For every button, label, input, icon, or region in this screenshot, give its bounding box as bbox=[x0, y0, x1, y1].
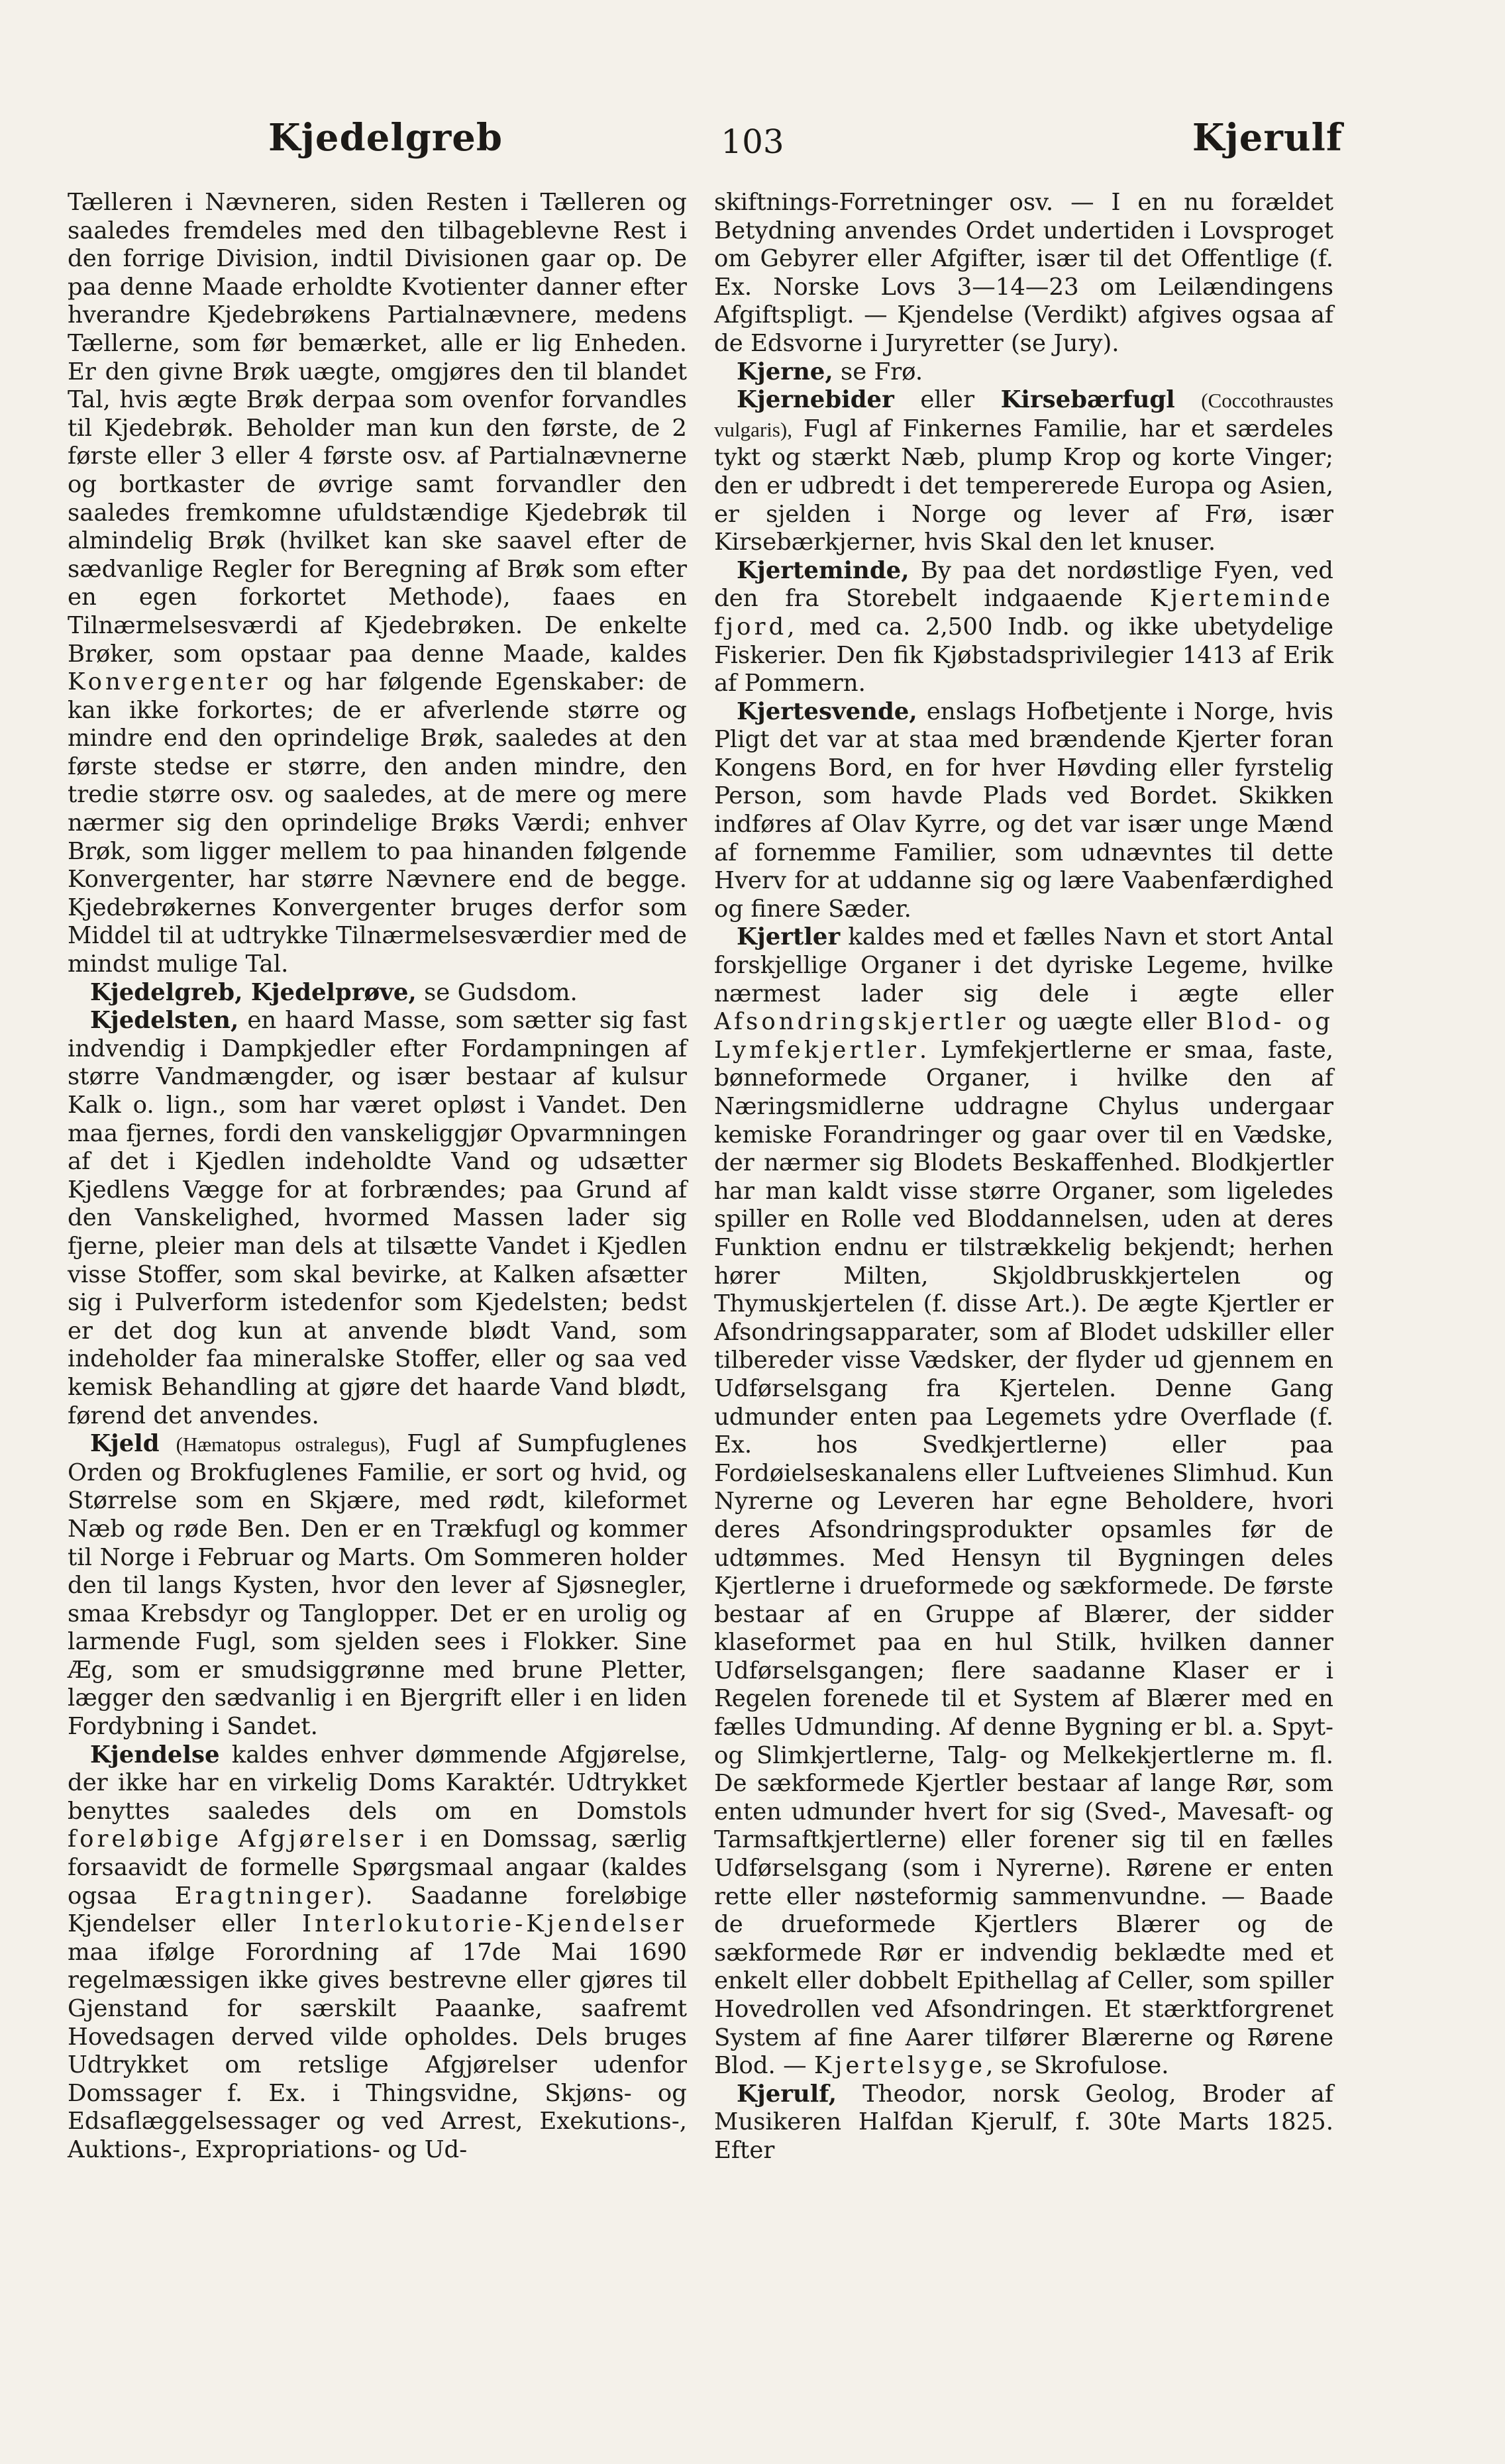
entry-headword: Kjeld bbox=[90, 1430, 160, 1458]
entry-continuation: skiftnings-Forretninger osv. — I en nu forældet Betydning anvendes Ordet undertiden i Lovsproget om Gebyrer eller Afgifter, især til det Offentlige (f. Ex. Norske Lovs 3—14—23 om Leilændingens Afgiftspligt. — Kjendelse (Verdikt) afgives ogsaa af de Edsvorne i Juryretter (se Jury). bbox=[714, 189, 1333, 357]
left-running-headword: Kjedelgreb bbox=[268, 116, 503, 160]
left-column bbox=[68, 189, 687, 2165]
right-column bbox=[714, 189, 1333, 2165]
entry-kjerne: Kjerne, se Frø. bbox=[737, 358, 923, 385]
entry-kjedelsten: Kjedelsten, en haard Masse, som sætter sig fast indvendig i Dampkjedler efter Fordampningen af større Vandmængder, og især bestaar af kulsur Kalk o. lign., som har været opløst i Vandet. Den maa fjernes, fordi den vanskeliggjør Opvarmningen af det i Kjedlen indeholdte Vand og udsætter Kjedlens Vægge for at forbrændes; paa Grund af den Vanskelighed, hvormed Massen lader sig fjerne, pleier man dels at tilsætte Vandet i Kjedlen visse Stoffer, som skal bevirke, at Kalken afsætter sig i Pulverform istedenfor som Kjedelsten; bedst er det dog kun at anvende blødt Vand, som indeholder faa mineralske Stoffer, eller og saa ved kemisk Behandling at gjøre det haarde Vand blødt, førend det anvendes. bbox=[68, 1007, 687, 1429]
page-header bbox=[0, 116, 1505, 189]
entry-kjertesvende: Kjertesvende, enslags Hofbetjente i Norge, hvis Pligt det var at staa med brændende Kjerter foran Kongens Bord, en for hver Høvding eller fyrstelig Person, som havde Plads ved Bordet. Skikken indføres af Olav Kyrre, og det var især unge Mænd af fornemme Familier, som udnævntes til dette Hverv for at uddanne sig og lære Vaabenfærdighed og finere Sæder. bbox=[714, 697, 1333, 923]
entry-kjertler: Kjertler kaldes med et fælles Navn et stort Antal forskjellige Organer i det dyriske Legeme, hvilke nærmest lader sig dele i ægte eller Afsondringskjertler og uægte eller Blod- og Lymfekjertler. Lymfekjertlerne er smaa, faste, bønneformede Organer, i hvilke den af Næringsmidlerne uddragne Chylus undergaar kemiske Forandringer og gaar over til en Vædske, der nærmer sig Blodets Beskaffenhed. Blodkjertler har man kaldt visse større Organer, som ligeledes spiller en Rolle ved Bloddannelsen, uden at deres Funktion endnu er tilstrækkelig bekjendt; herhen hører Milten, Skjoldbruskkjertelen og Thymuskjertelen (f. disse Art.). De ægte Kjertler er Afsondringsapparater, som af Blodet udskiller eller tilbereder visse Vædsker, der flyder ud gjennem en Udførselsgang fra Kjertelen. Denne Gang udmunder enten paa Legemets ydre Overflade (f. Ex. hos Svedkjertlerne) eller paa Fordøielseskanalens eller Luftveienes Slimhud. Kun Nyrerne og Leveren har egne Beholdere, hvori deres Afsondringsprodukter opsamles før de udtømmes. Med Hensyn til Bygningen deles Kjertlerne i drueformede og sækformede. De første bestaar af en Gruppe af Blærer, der sidder klaseformet paa en hul Stilk, hvilken danner Udførselsgangen; flere saadanne Klaser er i Regelen forenede til et System af Blærer med en fælles Udmunding. Af denne Bygning er bl. a. Spyt- og Slimkjertlerne, Talg- og Melkekjertlerne m. fl. De sækformede Kjertler bestaar af lange Rør, som enten udmunder hvert for sig (Sved-, Mavesaft- og Tarmsaftkjertlerne) eller forener sig til en fælles Udførselsgang (som i Nyrerne). Rørene er enten rette eller nøsteformig sammenvundne. — Baade de drueformede Kjertlers Blærer og de sækformede Rør er indvendig beklædte med et enkelt eller dobbelt Epithellag af Celler, som spiller Hovedrollen ved Afsondringen. Et stærktforgrenet System af fine Aarer tilfører Blærerne og Rørene Blod. — Kjertelsyge, se Skrofulose. bbox=[714, 923, 1333, 2080]
entry-headword-alt: Kirsebærfugl bbox=[1000, 386, 1175, 414]
entry-kjedelgreb: Kjedelgreb, Kjedelprøve, se Gudsdom. bbox=[90, 978, 578, 1006]
entry-kjendelse: Kjendelse kaldes enhver dømmende Afgjørelse, der ikke har en virkelig Doms Karaktér. Udtrykket benyttes saaledes dels om en Domstols foreløbige Afgjørelser i en Domssag, særlig forsaavidt de formelle Spørgsmaal angaar (kaldes ogsaa Eragtninger). Saadanne foreløbige Kjendelser eller Interlokutorie-Kjendelser maa ifølge Forordning af 17de Mai 1690 regelmæssigen ikke gives bestrevne eller gjøres til Gjenstand for særskilt Paaanke, saafremt Hovedsagen derved vilde opholdes. Dels bruges Udtrykket om retslige Afgjørelser udenfor Domssager f. Ex. i Thingsvidne, Skjøns- og Edsaflæggelsessager og ved Arrest, Exekutions-, Auktions-, Expropriations- og Ud- bbox=[68, 1741, 687, 2163]
page-number: 103 bbox=[721, 123, 784, 161]
right-running-headword: Kjerulf bbox=[1192, 116, 1343, 160]
entry-kjernebider: Kjernebider eller Kirsebærfugl (Coccothraustes vulgaris), Fugl af Finkernes Familie, har et særdeles tykt og stærkt Næb, plump Krop og korte Vinger; den er udbredt i det tempererede Europa og Asien, er sjelden i Norge og lever af Frø, især Kirsebærkjerner, hvis Skal den let knuser. bbox=[714, 386, 1333, 556]
entry-headword: Kjertesvende, bbox=[737, 697, 917, 725]
entry-headword: Kjendelse bbox=[90, 1741, 220, 1769]
entry-continuation: Tælleren i Nævneren, siden Resten i Tælleren og saaledes fremdeles med den tilbageblevne Rest i den forrige Division, indtil Divisionen gaar op. De paa denne Maade erholdte Kvotienter danner efter hverandre Kjedebrøkens Partialnævnere, medens Tællerne, som før bemærket, alle er lig Enheden. Er den givne Brøk uægte, omgjøres den til blandet Tal, hvis ægte Brøk derpaa som ovenfor forvandles til Kjedebrøk. Beholder man kun den første, de 2 første eller 3 eller 4 første osv. af Partialnævnerne og bortkaster de øvrige samt forvandler den saaledes fremkomne ufuldstændige Kjedebrøk til almindelig Brøk (hvilket kan ske saavel efter de sædvanlige Regler for Beregning af Brøk som efter en egen forkortet Methode), faaes en Tilnærmelsesværdi af Kjedebrøken. De enkelte Brøker, som opstaar paa denne Maade, kaldes Konvergenter og har følgende Egenskaber: de kan ikke forkortes; de er afverlende større og mindre end den oprindelige Brøk, saaledes at den første stedse er større, den anden mindre, den tredie større osv. og saaledes, at de mere og mere nærmer sig den oprindelige Brøks Værdi; enhver Brøk, som ligger mellem to paa hinanden følgende Konvergenter, har større Nævnere end de begge. Kjedebrøkernes Konvergenter bruges derfor som Middel til at udtrykke Tilnærmelsesværdier med de mindst mulige Tal. bbox=[68, 189, 687, 978]
entry-headword: Kjernebider bbox=[737, 386, 894, 414]
entry-kjerteminde: Kjerteminde, By paa det nordøstlige Fyen, ved den fra Storebelt indgaaende Kjerteminde fjord, med ca. 2,500 Indb. og ikke ubetydelige Fiskerier. Den fik Kjøbstadsprivilegier 1413 af Erik af Pommern. bbox=[714, 556, 1333, 697]
entry-headword: Kjerteminde, bbox=[737, 556, 909, 584]
entry-headword: Kjedelsten, bbox=[90, 1007, 239, 1035]
entry-headword: Kjerne, bbox=[737, 358, 833, 385]
entry-headword: Kjedelgreb, Kjedelprøve, bbox=[90, 978, 417, 1006]
entry-kjerulf: Kjerulf, Theodor, norsk Geolog, Broder af Musikeren Halfdan Kjerulf, f. 30te Marts 1825. Efter bbox=[714, 2080, 1333, 2164]
entry-headword: Kjerulf, bbox=[737, 2080, 837, 2108]
entry-headword: Kjertler bbox=[737, 923, 841, 951]
entry-kjeld: Kjeld (Hæmatopus ostralegus), Fugl af Sumpfuglenes Orden og Brokfuglenes Familie, er sort og hvid, og Størrelse som en Skjære, med rødt, kileformet Næb og røde Ben. Den er en Trækfugl og kommer til Norge i Februar og Marts. Om Sommeren holder den til langs Kysten, hvor den lever af Sjøsnegler, smaa Krebsdyr og Tanglopper. Det er en urolig og larmende Fugl, som sjelden sees i Flokker. Sine Æg, som er smudsiggrønne med brune Pletter, lægger den sædvanlig i en Bjergrift eller i en liden Fordybning i Sandet. bbox=[68, 1430, 687, 1741]
